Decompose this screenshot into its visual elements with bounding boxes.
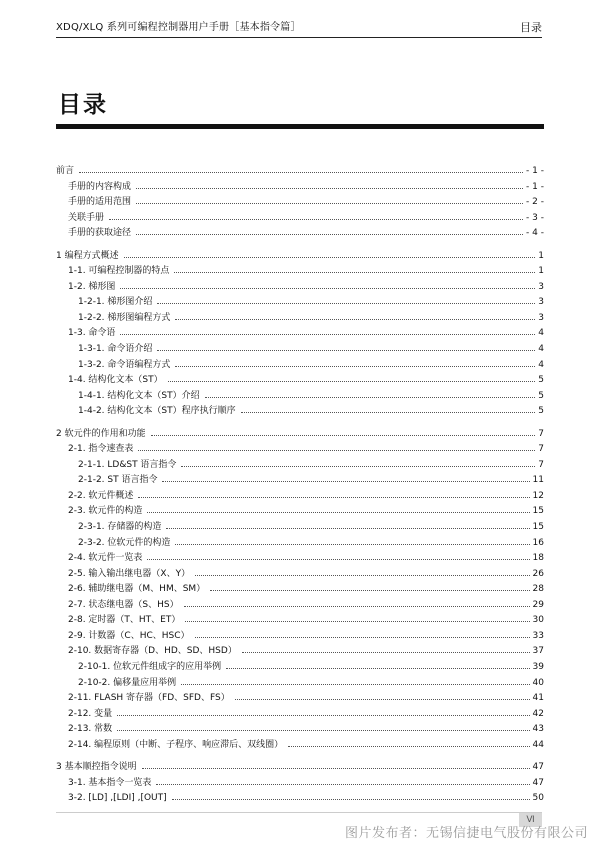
toc-entry-label: 3 基本顺控指令说明 [56,762,137,773]
toc-entry[interactable] [56,582,544,598]
toc-entry-page: 1 [538,266,544,277]
toc-entry-label: 1-4-2. 结构化文本（ST）程序执行顺序 [78,406,236,417]
toc-entry[interactable] [56,295,544,311]
toc-entry[interactable] [56,404,544,420]
toc-dot-leader [138,496,529,498]
toc-dot-leader [168,380,536,382]
toc-entry-label: 1-2-1. 梯形图介绍 [78,297,153,308]
toc-entry-label: 1-2. 梯形图 [68,281,116,292]
toc-entry-page: - 1 - [526,181,544,192]
toc-entry[interactable] [56,776,544,792]
toc-entry-label: 1-4-1. 结构化文本（ST）介绍 [78,390,200,401]
page-title: 目录 [58,92,108,118]
toc-entry[interactable] [56,326,544,342]
toc-entry-label: 2-8. 定时器（T、HT、ET） [68,615,181,626]
toc-entry-label: 2-14. 编程原则（中断、子程序、响应滞后、双线圈） [68,739,284,750]
toc-dot-leader [117,729,529,731]
page-number-badge: Ⅵ [519,813,542,827]
toc-dot-leader [210,589,529,591]
toc-entry-label: 3-2. [LD] ,[LDI] ,[OUT] [68,793,167,804]
toc-dot-leader [136,202,523,204]
toc-entry-page: 15 [532,506,544,517]
toc-entry-page: 7 [538,428,544,439]
toc-entry-label: 2-1-1. LD&ST 语言指令 [78,459,177,470]
toc-dot-leader [147,558,529,560]
toc-entry-label: 2-5. 输入输出继电器（X、Y） [68,568,191,579]
toc-entry-label: 3-1. 基本指令一览表 [68,777,152,788]
toc-entry-page: 40 [532,677,544,688]
toc-entry-label: 2-2. 软元件概述 [68,490,134,501]
toc-entry-label: 2-9. 计数器（C、HC、HSC） [68,630,190,641]
toc-dot-leader [117,714,529,716]
toc-entry-label: 2-1. 指令速查表 [68,444,134,455]
toc-dot-leader [136,187,523,189]
toc-dot-leader [157,349,535,351]
toc-dot-leader [175,318,535,320]
toc-entry[interactable] [56,342,544,358]
toc-dot-leader [195,636,530,638]
footer-divider [56,812,542,813]
toc-entry-label: 1-3-1. 命令语介绍 [78,344,153,355]
toc-entry-label: 2-1-2. ST 语言指令 [78,475,158,486]
toc-entry[interactable] [56,536,544,552]
toc-entry-page: 5 [538,375,544,386]
toc-entry[interactable] [56,226,544,242]
toc-entry[interactable] [56,458,544,474]
toc-entry[interactable] [56,707,544,723]
toc-entry[interactable] [56,211,544,227]
toc-entry-label: 1-2-2. 梯形图编程方式 [78,312,171,323]
toc-entry-page: 50 [532,793,544,804]
toc-entry[interactable] [56,791,544,807]
toc-entry-page: 29 [532,599,544,610]
toc-dot-leader [120,287,535,289]
toc-entry-page: 4 [538,359,544,370]
toc-dot-leader [138,449,535,451]
toc-entry[interactable] [56,311,544,327]
toc-entry-label: 1-1. 可编程控制器的特点 [68,266,170,277]
toc-dot-leader [205,396,536,398]
toc-entry-page: 18 [532,553,544,564]
toc-dot-leader [174,271,535,273]
toc-entry-page: - 1 - [526,166,544,176]
header-divider [56,37,542,38]
toc-dot-leader [226,667,529,669]
toc-entry-page: 39 [532,661,544,672]
toc-entry-page: 44 [532,739,544,750]
toc-entry-page: 5 [538,406,544,417]
toc-entry-page: 12 [532,490,544,501]
toc-entry[interactable] [56,280,544,296]
toc-entry-page: 47 [532,762,544,773]
toc-entry-label: 手册的获取途径 [68,228,132,239]
toc-entry[interactable] [56,676,544,692]
toc-dot-leader [157,302,535,304]
toc-entry-label: 关联手册 [68,212,105,223]
toc-entry-page: 15 [532,522,544,533]
toc-entry[interactable] [56,520,544,536]
header-doc-title: XDQ/XLQ 系列可编程控制器用户手册［基本指令篇］ [56,22,301,33]
toc-dot-leader [181,683,529,685]
toc-entry-page: 30 [532,615,544,626]
toc-entry[interactable] [56,195,544,211]
toc-entry[interactable] [56,427,544,443]
toc-entry-label: 2-12. 变量 [68,708,113,719]
toc-entry[interactable] [56,358,544,374]
toc-dot-leader [184,605,530,607]
toc-entry-label: 1 编程方式概述 [56,250,119,261]
toc-entry-page: 26 [532,568,544,579]
toc-entry-label: 2-3-1. 存储器的构造 [78,522,162,533]
toc-entry-page: 41 [532,693,544,704]
toc-entry[interactable] [56,373,544,389]
toc-entry-page: 43 [532,724,544,735]
toc-entry[interactable] [56,660,544,676]
toc-entry-label: 1-4. 结构化文本（ST） [68,375,163,386]
toc-entry[interactable] [56,613,544,629]
toc-entry-page: 3 [538,281,544,292]
toc-entry[interactable] [56,180,544,196]
toc-dot-leader [181,465,535,467]
toc-entry[interactable] [56,760,544,776]
toc-entry[interactable] [56,164,544,180]
toc-entry[interactable] [56,473,544,489]
table-of-contents [56,164,544,807]
toc-entry[interactable] [56,629,544,645]
toc-entry-page: 3 [538,297,544,308]
toc-entry[interactable] [56,489,544,505]
publisher-watermark: 图片发布者：无锡信捷电气股份有限公司 [344,826,588,841]
toc-entry[interactable] [56,644,544,660]
toc-entry-label: 2-3. 软元件的构造 [68,506,143,517]
toc-entry-label: 手册的适用范围 [68,197,132,208]
toc-entry[interactable] [56,442,544,458]
toc-entry-page: 5 [538,390,544,401]
toc-entry-label: 1-3. 命令语 [68,328,116,339]
toc-dot-leader [166,527,529,529]
toc-entry-page: 42 [532,708,544,719]
toc-dot-leader [120,333,535,335]
toc-entry-label: 手册的内容构成 [68,181,132,192]
toc-entry[interactable] [56,691,544,707]
toc-entry-page: 4 [538,344,544,355]
toc-entry-page: 7 [538,459,544,470]
toc-dot-leader [195,574,529,576]
toc-dot-leader [147,511,529,513]
toc-entry-page: - 4 - [526,228,544,239]
toc-entry[interactable] [56,249,544,265]
toc-dot-leader [242,651,530,653]
toc-dot-leader [124,256,536,258]
toc-entry-label: 前言 [56,166,75,176]
toc-dot-leader [235,698,530,700]
toc-entry[interactable] [56,722,544,738]
toc-dot-leader [185,620,529,622]
toc-entry[interactable] [56,738,544,754]
toc-dot-leader [175,365,535,367]
toc-dot-leader [136,233,523,235]
toc-dot-leader [172,798,530,800]
toc-entry-label: 2-10-2. 偏移量应用举例 [78,677,177,688]
toc-entry-label: 1-3-2. 命令语编程方式 [78,359,171,370]
toc-entry[interactable] [56,567,544,583]
toc-entry-page: - 3 - [526,212,544,223]
toc-entry-page: 11 [532,475,544,486]
toc-dot-leader [288,745,529,747]
toc-dot-leader [142,767,530,769]
toc-entry-page: 4 [538,328,544,339]
toc-entry[interactable] [56,551,544,567]
toc-entry-label: 2-13. 常数 [68,724,113,735]
toc-entry-page: 7 [538,444,544,455]
toc-entry-label: 2-6. 辅助继电器（M、HM、SM） [68,584,206,595]
header-section-label: 目录 [520,21,542,34]
toc-dot-leader [79,171,523,173]
toc-entry-page: - 2 - [526,197,544,208]
toc-entry-page: 37 [532,646,544,657]
toc-dot-leader [175,543,529,545]
toc-dot-leader [156,783,529,785]
toc-entry-label: 2-10-1. 位软元件组成字的应用举例 [78,661,222,672]
toc-entry-page: 28 [532,584,544,595]
toc-dot-leader [151,434,536,436]
toc-entry-label: 2 软元件的作用和功能 [56,428,146,439]
toc-entry-label: 2-7. 状态继电器（S、HS） [68,599,179,610]
toc-entry-label: 2-3-2. 位软元件的构造 [78,537,171,548]
toc-entry-label: 2-10. 数据寄存器（D、HD、SD、HSD） [68,646,237,657]
toc-dot-leader [162,480,529,482]
toc-entry-page: 1 [538,250,544,261]
toc-dot-leader [109,218,523,220]
toc-entry[interactable] [56,264,544,280]
toc-entry-page: 33 [532,630,544,641]
toc-entry[interactable] [56,504,544,520]
toc-entry-page: 16 [532,537,544,548]
toc-entry[interactable] [56,598,544,614]
toc-entry-page: 47 [532,777,544,788]
toc-dot-leader [241,411,536,413]
title-divider [56,124,544,129]
toc-entry-label: 2-4. 软元件一览表 [68,553,143,564]
toc-entry-label: 2-11. FLASH 寄存器（FD、SFD、FS） [68,693,230,704]
toc-entry-page: 3 [538,312,544,323]
running-header [56,20,542,36]
toc-entry[interactable] [56,389,544,405]
